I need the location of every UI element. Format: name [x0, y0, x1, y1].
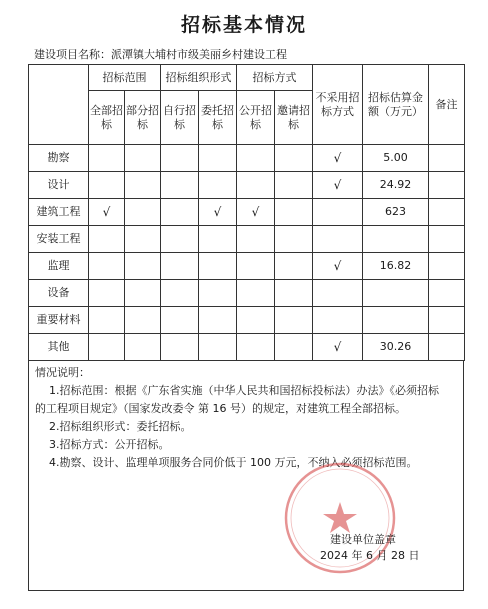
- cell-self: [161, 172, 199, 199]
- row-label: 设备: [29, 280, 89, 307]
- cell-all: [89, 253, 125, 280]
- table-row: [29, 334, 465, 361]
- header-self: 自行招标: [161, 91, 199, 145]
- cell-invite: [275, 253, 313, 280]
- cell-no-tender: √: [313, 172, 363, 199]
- note-1a: 1.招标范围：根据《广东省实施（中华人民共和国招标投标法）办法》《必须招标: [49, 384, 439, 397]
- project-name: 建设项目名称：派潭镇大埔村市级美丽乡村建设工程: [34, 48, 287, 61]
- header-entrust: 委托招标: [199, 91, 237, 145]
- note-1b: 的工程项目规定》（国家发改委令 第 16 号）的规定，对建筑工程全部招标。: [35, 402, 406, 415]
- cell-part: [125, 226, 161, 253]
- cell-remark: [429, 199, 465, 226]
- cell-amount: [363, 280, 429, 307]
- cell-open: [237, 145, 275, 172]
- cell-amount: 16.82: [363, 253, 429, 280]
- cell-self: [161, 307, 199, 334]
- header-no-tender: 不采用招标方式: [313, 65, 363, 145]
- signature-date: 2024 年 6 月 28 日: [320, 549, 420, 562]
- cell-open: [237, 307, 275, 334]
- table-row: [29, 226, 465, 253]
- row-label: 重要材料: [29, 307, 89, 334]
- header-remark: 备注: [429, 65, 465, 145]
- cell-entrust: √: [199, 199, 237, 226]
- cell-remark: [429, 226, 465, 253]
- cell-all: √: [89, 199, 125, 226]
- cell-entrust: [199, 334, 237, 361]
- note-3: 3.招标方式：公开招标。: [49, 438, 170, 451]
- cell-self: [161, 199, 199, 226]
- cell-part: [125, 199, 161, 226]
- cell-entrust: [199, 280, 237, 307]
- cell-amount: 24.92: [363, 172, 429, 199]
- row-label: 其他: [29, 334, 89, 361]
- cell-amount: [363, 307, 429, 334]
- header-part: 部分招标: [125, 91, 161, 145]
- cell-self: [161, 145, 199, 172]
- table-row: [29, 307, 465, 334]
- cell-no-tender: [313, 226, 363, 253]
- header-all: 全部招标: [89, 91, 125, 145]
- cell-self: [161, 226, 199, 253]
- note-2: 2.招标组织形式：委托招标。: [49, 420, 192, 433]
- cell-invite: [275, 280, 313, 307]
- row-label: 监理: [29, 253, 89, 280]
- cell-open: [237, 334, 275, 361]
- header-method: 招标方式: [237, 65, 313, 91]
- cell-open: √: [237, 199, 275, 226]
- cell-all: [89, 145, 125, 172]
- cell-all: [89, 280, 125, 307]
- cell-remark: [429, 334, 465, 361]
- header-invite: 邀请招标: [275, 91, 313, 145]
- cell-entrust: [199, 307, 237, 334]
- table-row: [29, 145, 465, 172]
- cell-invite: [275, 307, 313, 334]
- table-row: [29, 253, 465, 280]
- note-4: 4.勘察、设计、监理单项服务合同价低于 100 万元，不纳入必须招标范围。: [49, 456, 418, 469]
- row-label: 建筑工程: [29, 199, 89, 226]
- cell-part: [125, 253, 161, 280]
- cell-invite: [275, 226, 313, 253]
- cell-all: [89, 172, 125, 199]
- header-estimate: 招标估算金额（万元）: [363, 65, 429, 145]
- table-row: [29, 199, 465, 226]
- table-row: [29, 172, 465, 199]
- cell-self: [161, 253, 199, 280]
- row-label: 安装工程: [29, 226, 89, 253]
- cell-amount: [363, 226, 429, 253]
- cell-invite: [275, 334, 313, 361]
- header-open: 公开招标: [237, 91, 275, 145]
- cell-self: [161, 280, 199, 307]
- cell-part: [125, 334, 161, 361]
- cell-entrust: [199, 253, 237, 280]
- cell-invite: [275, 199, 313, 226]
- cell-all: [89, 226, 125, 253]
- page-title: 招标基本情况: [180, 14, 307, 36]
- cell-open: [237, 280, 275, 307]
- cell-no-tender: √: [313, 253, 363, 280]
- header-scope: 招标范围: [89, 65, 161, 91]
- cell-remark: [429, 253, 465, 280]
- row-label: 设计: [29, 172, 89, 199]
- cell-open: [237, 172, 275, 199]
- notes-heading: 情况说明：: [35, 366, 90, 379]
- cell-part: [125, 172, 161, 199]
- header-org-form: 招标组织形式: [161, 65, 237, 91]
- cell-invite: [275, 172, 313, 199]
- cell-entrust: [199, 226, 237, 253]
- cell-entrust: [199, 145, 237, 172]
- signature-unit: 建设单位盖章: [330, 533, 396, 546]
- cell-part: [125, 307, 161, 334]
- cell-amount: 623: [363, 199, 429, 226]
- corner-cell: [29, 65, 89, 145]
- cell-remark: [429, 172, 465, 199]
- cell-entrust: [199, 172, 237, 199]
- cell-amount: 30.26: [363, 334, 429, 361]
- cell-open: [237, 226, 275, 253]
- cell-part: [125, 145, 161, 172]
- cell-no-tender: [313, 280, 363, 307]
- cell-all: [89, 334, 125, 361]
- cell-no-tender: √: [313, 145, 363, 172]
- cell-part: [125, 280, 161, 307]
- cell-all: [89, 307, 125, 334]
- tender-table: [28, 64, 465, 361]
- cell-amount: 5.00: [363, 145, 429, 172]
- cell-no-tender: [313, 307, 363, 334]
- table-row: [29, 280, 465, 307]
- cell-remark: [429, 145, 465, 172]
- cell-no-tender: [313, 199, 363, 226]
- cell-self: [161, 334, 199, 361]
- row-label: 勘察: [29, 145, 89, 172]
- cell-remark: [429, 307, 465, 334]
- cell-invite: [275, 145, 313, 172]
- cell-no-tender: √: [313, 334, 363, 361]
- cell-open: [237, 253, 275, 280]
- cell-remark: [429, 280, 465, 307]
